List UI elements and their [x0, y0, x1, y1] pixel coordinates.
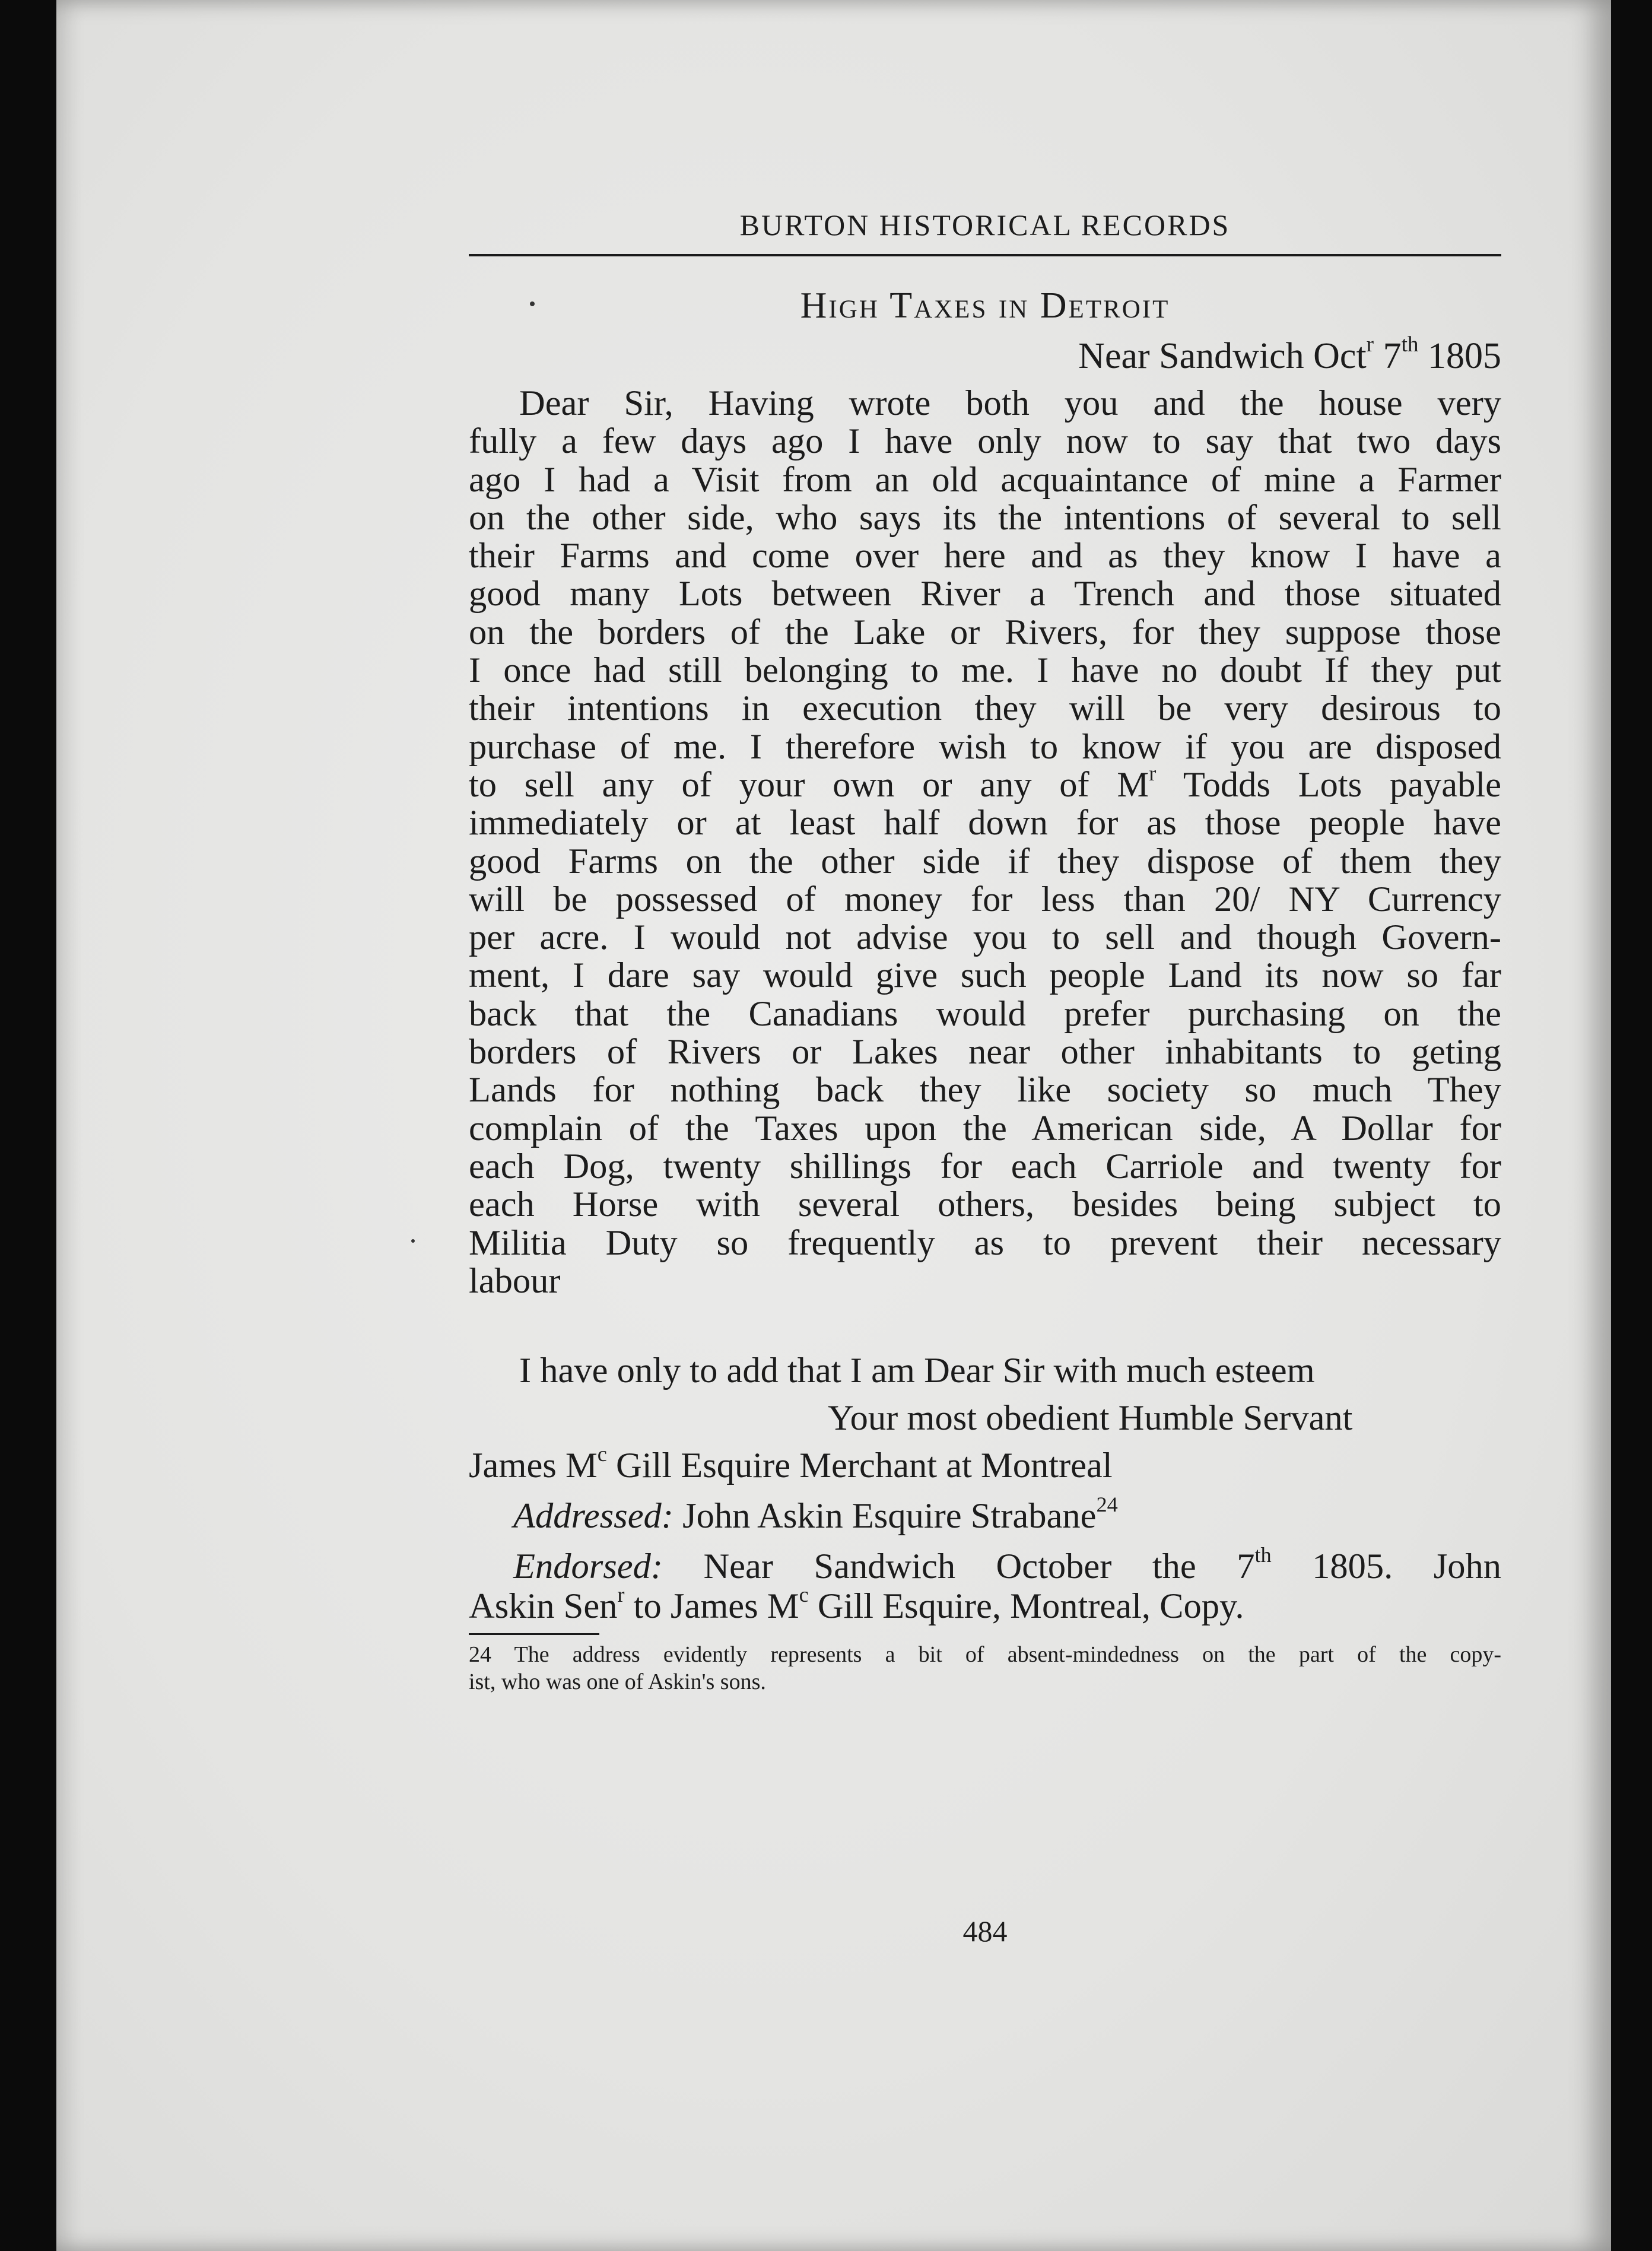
body-line: ment, I dare say would give such people Land its now so far: [469, 955, 1501, 996]
endorsed-line: [469, 1542, 1501, 1588]
endorsed-text: Gill Esquire, Montreal, Copy.: [808, 1586, 1244, 1626]
footnote-line: ist, who was one of Askin's sons.: [469, 1669, 766, 1694]
body-line-text: Todds Lots payable: [1156, 764, 1501, 805]
signature-line: Your most obedient Humble Servant: [828, 1398, 1353, 1438]
footnote-rule: [469, 1633, 599, 1635]
running-head: BURTON HISTORICAL RECORDS: [739, 208, 1231, 242]
body-line-text: to sell any of your own or any of M: [469, 764, 1149, 805]
endorsed-text: 1805. John: [1271, 1547, 1501, 1586]
dateline-text: 7: [1374, 336, 1402, 376]
body-line: immediately or at least half down for as those people have: [469, 803, 1501, 843]
body-line: Militia Duty so frequently as to prevent their necessary: [469, 1223, 1501, 1263]
footnote-line: 24 The address evidently represents a bit of absent-mindedness on the part of the copy-: [469, 1642, 1501, 1667]
endorsed-text: to James M: [624, 1586, 799, 1626]
body-line: [469, 761, 1501, 805]
body-line: each Dog, twenty shillings for each Carriole and twenty for: [469, 1146, 1501, 1186]
dateline-text: 1805: [1418, 336, 1501, 376]
body-line: purchase of me. I therefore wish to know if you are disposed: [469, 726, 1501, 767]
dateline-sup: th: [1401, 332, 1419, 357]
addressed-line: [469, 1492, 1546, 1537]
body-line: per acre. I would not advise you to sell and though Govern-: [469, 917, 1501, 958]
addressed-text: John Askin Esquire Strabane: [673, 1496, 1097, 1536]
page-number: 484: [962, 1915, 1008, 1948]
body-line: Lands for nothing back they like society so much They: [469, 1070, 1501, 1110]
body-line: labour: [469, 1261, 561, 1301]
endorsed-sup: r: [617, 1582, 625, 1607]
header-rule: [469, 254, 1501, 256]
body-line: Dear Sir, Having wrote both you and the house very: [519, 383, 1501, 423]
body-line: each Horse with several others, besides being subject to: [469, 1185, 1501, 1225]
endorsed-text: Askin Sen: [469, 1586, 618, 1626]
endorsed-line-2: [469, 1582, 1501, 1627]
recipient-sup: c: [597, 1442, 607, 1466]
body-line: their Farms and come over here and as they know I have a: [469, 536, 1501, 576]
body-line: borders of Rivers or Lakes near other inhabitants to geting: [469, 1032, 1501, 1072]
dateline-sup: r: [1366, 332, 1374, 357]
closing-line: I have only to add that I am Dear Sir with much esteem: [519, 1351, 1315, 1390]
body-line: fully a few days ago I have only now to say that two days: [469, 421, 1501, 462]
body-line: good Farms on the other side if they dispose of them they: [469, 841, 1501, 881]
footnote-ref: 24: [1096, 1492, 1118, 1516]
recipient-line: [469, 1442, 1501, 1487]
letter-body: [469, 385, 1501, 1300]
addressed-label: Addressed:: [513, 1496, 673, 1536]
body-line: will be possessed of money for less than 20/ NY Currency: [469, 879, 1501, 919]
endorsed-text: Near Sandwich October the 7: [663, 1547, 1255, 1586]
body-line: good many Lots between River a Trench and those situated: [469, 574, 1501, 614]
body-line: ago I had a Visit from an old acquaintance of mine a Farmer: [469, 459, 1501, 500]
endorsed-sup: c: [799, 1582, 809, 1607]
endorsed-label: Endorsed:: [513, 1547, 663, 1586]
endorsed-sup: th: [1254, 1542, 1272, 1567]
body-line: I once had still belonging to me. I have no doubt If they put: [469, 650, 1501, 691]
body-line: complain of the Taxes upon the American side, A Dollar for: [469, 1108, 1501, 1148]
recipient-text: James M: [469, 1446, 598, 1485]
body-line: back that the Canadians would prefer purchasing on the: [469, 993, 1501, 1034]
body-line: their intentions in execution they will be very desirous to: [469, 688, 1501, 729]
footnote: [469, 1641, 1501, 1696]
article-title: High Taxes in Detroit: [800, 285, 1170, 326]
body-line-sup: r: [1149, 761, 1157, 785]
ink-speck: [411, 1239, 415, 1243]
body-line: on the borders of the Lake or Rivers, for they suppose those: [469, 612, 1501, 652]
dateline-text: Near Sandwich Oct: [1078, 336, 1367, 376]
body-line: on the other side, who says its the intentions of several to sell: [469, 497, 1501, 538]
dateline: [469, 332, 1501, 377]
recipient-text: Gill Esquire Merchant at Montreal: [606, 1446, 1113, 1485]
